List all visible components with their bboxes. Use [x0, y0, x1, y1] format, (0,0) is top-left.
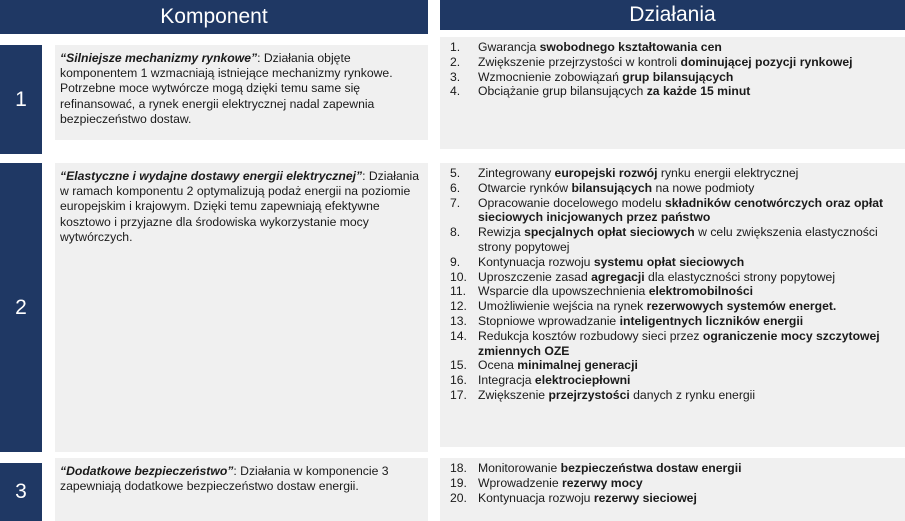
action-text: Stopniowe wprowadzanie inteligentnych liczników energii [478, 313, 804, 328]
action-item [450, 255, 905, 270]
action-text: Monitorowanie bezpieczeństwa dostaw energii [478, 461, 742, 475]
action-text: Redukcja kosztów rozbudowy sieci przez ograniczenie mocy szczytowej zmiennych OZE [478, 328, 880, 358]
action-number: 6. [450, 180, 461, 195]
action-number: 19. [450, 475, 467, 490]
actions-header: Działania [440, 0, 905, 30]
action-number: 7. [450, 195, 461, 210]
action-number: 14. [450, 328, 467, 343]
component-number: 1 [0, 45, 42, 154]
action-text: Uproszczenie zasad agregacji dla elastyczności strony popytowej [478, 269, 836, 284]
action-text: Kontynuacja rozwoju systemu opłat sieciowych [478, 254, 745, 269]
component-description [55, 458, 428, 521]
component-header: Komponent [0, 0, 428, 34]
component-number: 2 [0, 163, 42, 452]
action-text: Wsparcie dla upowszechnienia elektromobilności [478, 284, 754, 299]
action-text: Umożliwienie wejścia na rynek rezerwowych systemów energet. [478, 299, 837, 314]
actions-box [440, 163, 905, 447]
action-item [450, 299, 905, 314]
action-number: 17. [450, 387, 467, 402]
actions-list [450, 461, 905, 505]
action-item [450, 70, 905, 85]
action-number: 20. [450, 490, 467, 505]
action-text: Rewizja specjalnych opłat sieciowych w celu zwiększenia elastyczności strony popytowej [478, 225, 878, 254]
action-number: 2. [450, 54, 461, 69]
action-item [450, 314, 905, 329]
action-number: 10. [450, 269, 467, 284]
component-text: : Działania w komponencie 3 zapewniają dodatkowe bezpieczeństwo dostaw energii. [60, 464, 389, 494]
action-text: Wzmocnienie zobowiązań grup bilansujących [478, 69, 734, 84]
action-number: 12. [450, 299, 467, 314]
component-title: “Silniejsze mechanizmy rynkowe” [60, 51, 258, 65]
component-text: : Działania w ramach komponentu 2 optymalizują podaż energii na poziomie europejskim i krajowym. Dzięki temu zapewniają efektywne kosztowo i przyjazne dla środowiska wykorzystanie mocy wytwórczych. [60, 169, 420, 244]
action-number: 4. [450, 84, 461, 99]
action-item [450, 181, 905, 196]
action-number: 3. [450, 69, 461, 84]
action-text: Zwiększenie przejrzystości w kontroli dominującej pozycji rynkowej [478, 54, 853, 69]
component-title: “Elastyczne i wydajne dostawy energii elektrycznej” [60, 169, 363, 183]
action-text: Zwiększenie przejrzystości danych z rynku energii [478, 387, 756, 402]
action-text: Otwarcie rynków bilansujących na nowe podmioty [478, 180, 755, 195]
action-item [450, 196, 905, 226]
action-item [450, 388, 905, 403]
actions-box [440, 37, 905, 149]
actions-box [440, 458, 905, 521]
action-item [450, 491, 905, 506]
component-description [55, 163, 428, 452]
action-item [450, 55, 905, 70]
action-number: 9. [450, 254, 461, 269]
action-item [450, 476, 905, 491]
action-number: 8. [450, 225, 461, 240]
component-description [55, 45, 428, 140]
action-item [450, 270, 905, 285]
action-number: 18. [450, 461, 467, 475]
action-item [450, 358, 905, 373]
action-number: 5. [450, 166, 461, 180]
action-number: 13. [450, 313, 467, 328]
action-item [450, 225, 905, 255]
action-item [450, 84, 905, 99]
component-text: : Działania objęte komponentem 1 wzmacniają istniejące mechanizmy rynkowe. Potrzebne moce wytwórcze mogą dzięki temu same się refinansować, a rynek energii elektrycznej nadal zapewnia bezpieczeństwo dostaw. [60, 51, 393, 126]
action-number: 11. [450, 284, 467, 299]
action-text: Opracowanie docelowego modelu składników cenotwórczych oraz opłat sieciowych inicjowanych przez państwo [478, 195, 884, 225]
actions-list [450, 40, 905, 99]
action-text: Gwarancja swobodnego kształtowania cen [478, 40, 722, 54]
component-title: “Dodatkowe bezpieczeństwo” [60, 464, 234, 478]
action-text: Zintegrowany europejski rozwój rynku energii elektrycznej [478, 166, 799, 180]
action-item [450, 166, 905, 181]
action-item [450, 373, 905, 388]
action-text: Kontynuacja rozwoju rezerwy sieciowej [478, 490, 697, 505]
action-text: Wprowadzenie rezerwy mocy [478, 475, 643, 490]
action-item [450, 329, 905, 359]
action-number: 16. [450, 373, 467, 388]
actions-list [450, 166, 905, 403]
action-item [450, 284, 905, 299]
action-number: 1. [450, 40, 461, 54]
action-item [450, 40, 905, 55]
action-text: Ocena minimalnej generacji [478, 358, 638, 373]
action-text: Integracja elektrociepłowni [478, 373, 631, 388]
action-text: Obciążanie grup bilansujących za każde 15 minut [478, 84, 751, 99]
action-number: 15. [450, 358, 467, 373]
component-number: 3 [0, 463, 42, 521]
action-item [450, 461, 905, 476]
